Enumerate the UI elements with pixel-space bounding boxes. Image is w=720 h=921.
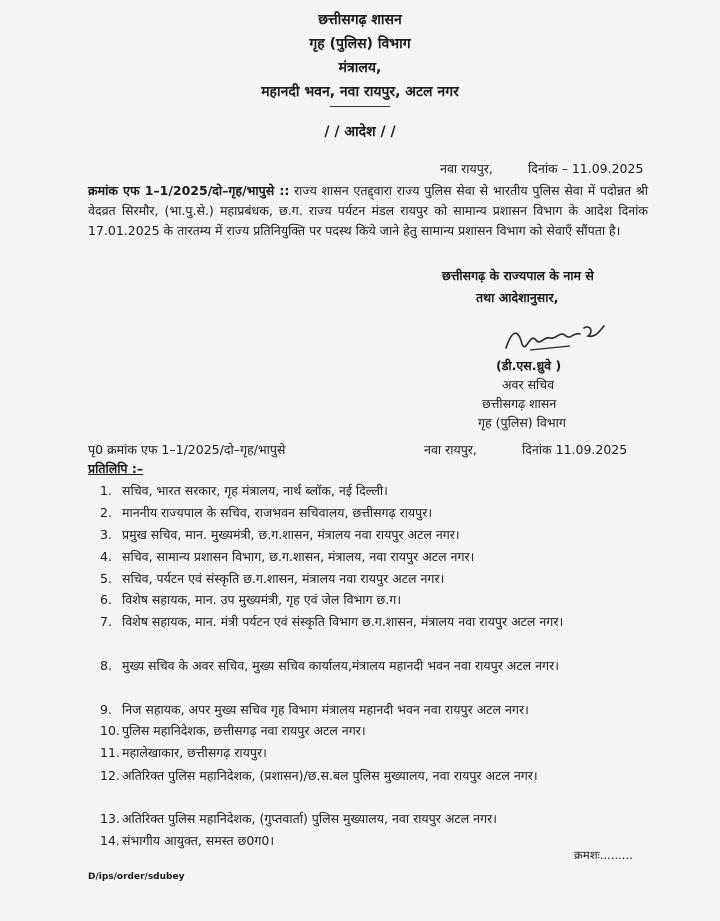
endorsement-number: पृ0 क्रमांक एफ 1–1/2025/दो–गृह/भापुसे xyxy=(88,442,286,457)
list-item: 14. संभागीय आयुक्त, समस्त छ0ग0। xyxy=(100,833,275,848)
list-item: 5. सचिव, पर्यटन एवं संस्कृति छ.ग.शासन, मंत्रालय नवा रायपुर अटल नगर। xyxy=(100,571,445,586)
header-divider xyxy=(330,106,390,107)
governor-line-2: तथा आदेशानुसार, xyxy=(476,290,559,305)
header-govt: छत्तीसगढ़ शासन xyxy=(318,12,402,28)
signature-image xyxy=(500,318,610,360)
header-address: महानदी भवन, नवा रायपुर, अटल नगर xyxy=(261,84,459,100)
header-dept: गृह (पुलिस) विभाग xyxy=(309,36,411,52)
list-item: 2. माननीय राज्यपाल के सचिव, राजभवन सचिवालय, छत्तीसगढ़ रायपुर। xyxy=(100,505,433,520)
order-text: राज्य शासन एतद्द्वारा राज्य पुलिस सेवा से भारतीय पुलिस सेवा में पदोन्नत श्री वेदव्रत सिरमौर, (भा.पु.से.) महाप्रबंधक, छ.ग. राज्य पर्यटन मंडल रायपुर को सामान्य प्रशासन विभाग के आदेश दिनांक 17.01.2025 के तारतम्य में राज्य प्रतिनियुक्ति पर पदस्थ किये जाने हेतु सामान्य प्रशासन विभाग को सेवाएँ सौंपता है। xyxy=(88,183,648,238)
list-item: 9. निज सहायक, अपर मुख्य सचिव गृह विभाग मंत्रालय महानदी भवन नवा रायपुर अटल नगर। xyxy=(100,702,529,717)
list-item: 1. सचिव, भारत सरकार, गृह मंत्रालय, नार्थ ब्लॉक, नई दिल्ली। xyxy=(100,483,388,498)
list-item: 3. प्रमुख सचिव, मान. मुख्यमंत्री, छ.ग.शासन, मंत्रालय नवा रायपुर अटल नगर। xyxy=(100,527,460,542)
endorsement-date: दिनांक 11.09.2025 xyxy=(522,442,628,457)
signatory-name: (डी.एस.ध्रुवे ) xyxy=(496,358,562,373)
order-date: दिनांक – 11.09.2025 xyxy=(528,161,644,176)
order-body xyxy=(88,181,648,241)
list-item: 13. अतिरिक्त पुलिस महानिदेशक, (गुप्तवार्ता) पुलिस मुख्यालय, नवा रायपुर अटल नगर। xyxy=(100,811,497,826)
list-item: 8. मुख्य सचिव के अवर सचिव, मुख्य सचिव कार्यालय,मंत्रालय महानदी भवन नवा रायपुर अटल नगर। xyxy=(100,658,559,673)
governor-line-1: छत्तीसगढ़ के राज्यपाल के नाम से xyxy=(442,268,594,283)
header-ministry: मंत्रालय, xyxy=(338,60,382,76)
list-item: 7. विशेष सहायक, मान. मंत्री पर्यटन एवं संस्कृति विभाग छ.ग.शासन, मंत्रालय नवा रायपुर अटल नगर। xyxy=(100,614,564,629)
signatory-govt: छत्तीसगढ़ शासन xyxy=(482,396,557,411)
continued-note: क्रमशः......... xyxy=(574,848,633,862)
signatory-dept: गृह (पुलिस) विभाग xyxy=(478,415,566,430)
signatory-designation: अवर सचिव xyxy=(502,377,555,392)
list-item: 11. महालेखाकार, छत्तीसगढ़ रायपुर। xyxy=(100,745,267,760)
list-item: 4. सचिव, सामान्य प्रशासन विभाग, छ.ग.शासन, मंत्रालय, नवा रायपुर अटल नगर। xyxy=(100,549,475,564)
order-title: / / आदेश / / xyxy=(324,124,396,140)
list-item: 10. पुलिस महानिदेशक, छत्तीसगढ़ नवा रायपुर अटल नगर। xyxy=(100,723,366,738)
copy-label: प्रतिलिपि :– xyxy=(88,461,144,476)
list-item: 12. अतिरिक्त पुलिस महानिदेशक, (प्रशासन)/छ.स.बल पुलिस मुख्यालय, नवा रायपुर अटल नगर। xyxy=(100,768,538,783)
order-place: नवा रायपुर, xyxy=(440,161,493,176)
order-number: क्रमांक एफ 1–1/2025/दो–गृह/भापुसे :: xyxy=(88,183,290,198)
list-item: 6. विशेष सहायक, मान. उप मुख्यमंत्री, गृह एवं जेल विभाग छ.ग। xyxy=(100,592,402,607)
endorsement-place: नवा रायपुर, xyxy=(424,442,477,457)
footer-path: D/ips/order/sdubey xyxy=(88,872,185,882)
